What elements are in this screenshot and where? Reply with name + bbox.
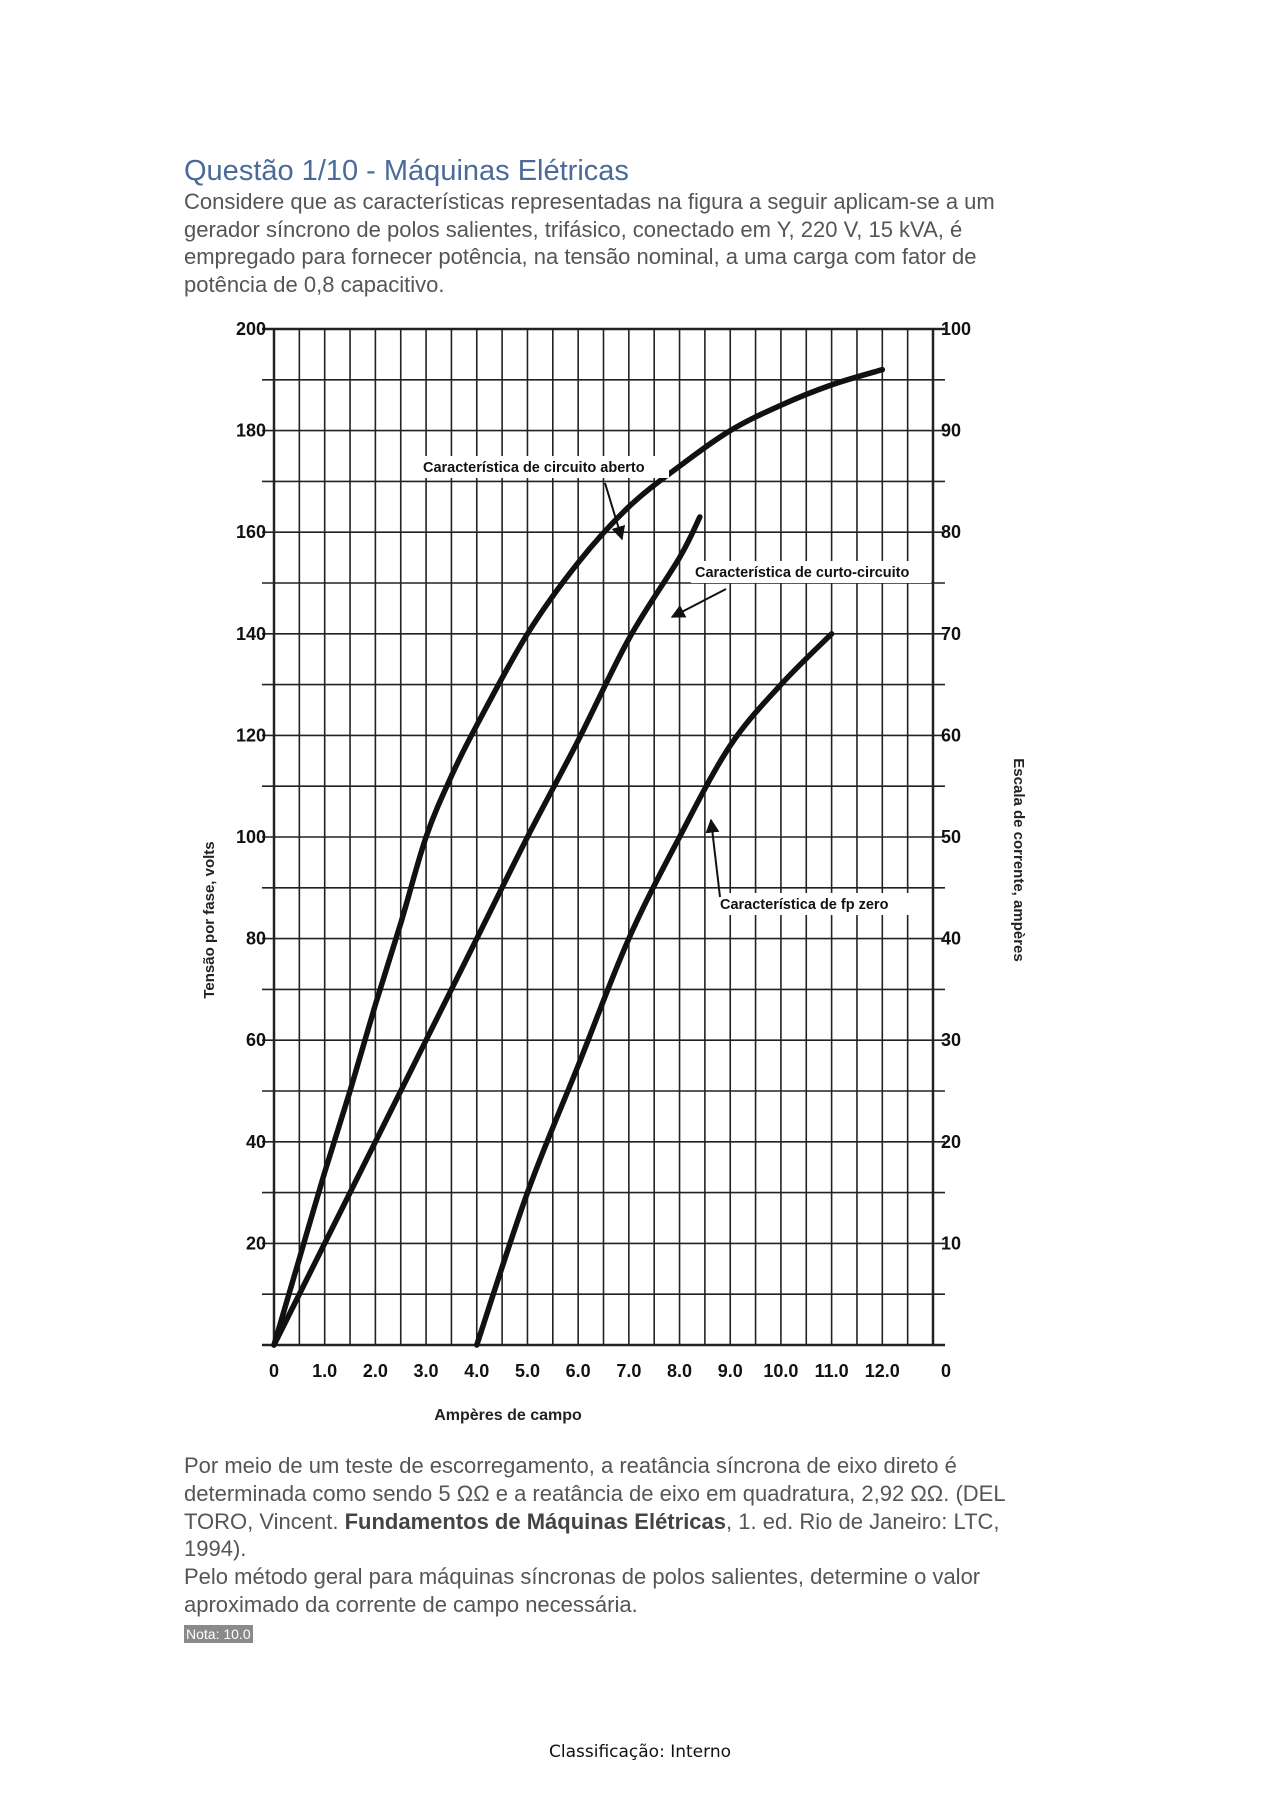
curve-annotation: Característica de curto-circuito [695,565,910,581]
intro-line: potência de 0,8 capacitivo. [184,271,445,297]
y-tick-label: 40 [245,1131,266,1152]
body-line: determinada como sendo 5 ΩΩ e a reatância de eixo em quadratura, 2,92 ΩΩ. (DEL [184,1480,1006,1506]
intro-line: empregado para fornecer potência, na tensão nominal, a uma carga com fator de [184,244,977,269]
x-tick-label: 4.0 [464,1361,490,1381]
grade-badge: Nota: 10.0 [186,1626,251,1642]
y2-tick-label: 20 [941,1131,962,1152]
y-tick-label: 140 [235,623,266,644]
y2-tick-label: 80 [941,522,962,543]
x-tick-label: 8.0 [667,1361,693,1381]
y-tick-label: 60 [245,1030,266,1051]
intro-line: Considere que as características representadas na figura a seguir aplicam-se a um [184,189,995,214]
y-tick-label: 160 [235,522,266,543]
y-tick-label: 180 [235,420,266,441]
y2-tick-label: 0 [941,1361,952,1381]
x-tick-label: 2.0 [362,1361,388,1381]
y2-tick-label: 100 [941,319,972,339]
y-tick-label: 20 [245,1233,266,1254]
curve-annotation: Característica de fp zero [720,897,889,913]
question-title: Questão 1/10 - Máquinas Elétricas [184,155,629,187]
x-tick-label: 10.0 [763,1361,799,1381]
body-line: Pelo método geral para máquinas síncronas de polos salientes, determine o valor [184,1564,981,1590]
x-tick-label: 5.0 [514,1361,540,1381]
x-tick-label: 11.0 [814,1361,849,1381]
y2-tick-label: 10 [941,1233,962,1254]
characteristics-figure [190,319,1027,1440]
x-tick-label: 9.0 [717,1361,743,1381]
body-line-reference [184,1508,1144,1536]
body-line: aproximado da corrente de campo necessária. [184,1591,638,1617]
characteristics-chart [190,319,1027,1440]
classification-footer: Classificação: Interno [549,1742,731,1762]
x-tick-label: 12.0 [864,1361,900,1381]
question-body [184,1452,1144,1619]
reference-book-title: Fundamentos de Máquinas Elétricas [344,1508,727,1534]
body-line: 1994). [184,1536,247,1562]
curve-annotation: Característica de circuito aberto [423,460,645,476]
x-tick-label: 0 [268,1361,280,1381]
y2-tick-label: 30 [941,1030,962,1051]
y-tick-label: 120 [235,725,266,746]
short-circuit-curve [274,517,700,1345]
x-tick-label: 7.0 [616,1361,642,1381]
y-axis-label: Tensão por fase, volts [201,841,218,999]
y-tick-label: 100 [235,827,266,847]
reference-author: TORO, Vincent. [184,1508,345,1534]
body-line: Por meio de um teste de escorregamento, a reatância síncrona de eixo direto é [184,1453,957,1478]
y2-tick-label: 50 [941,827,962,847]
x-tick-label: 1.0 [312,1361,338,1381]
annotation-arrow [711,820,720,897]
y2-tick-label: 40 [941,928,962,949]
y-tick-label: 200 [235,319,266,339]
intro-line: gerador síncrono de polos salientes, trifásico, conectado em Y, 220 V, 15 kVA, é [184,216,963,242]
x-tick-label: 6.0 [565,1361,591,1381]
x-tick-label: 3.0 [413,1361,439,1381]
question-intro [184,188,1124,298]
reference-publisher: , 1. ed. Rio de Janeiro: LTC, [726,1508,1000,1534]
y2-axis-label: Escala de corrente, ampères [1010,758,1027,962]
y2-tick-label: 90 [941,420,962,441]
y2-tick-label: 60 [941,725,962,746]
x-axis-label: Ampères de campo [434,1407,582,1424]
y2-tick-label: 70 [941,623,962,644]
y-tick-label: 80 [245,928,266,949]
